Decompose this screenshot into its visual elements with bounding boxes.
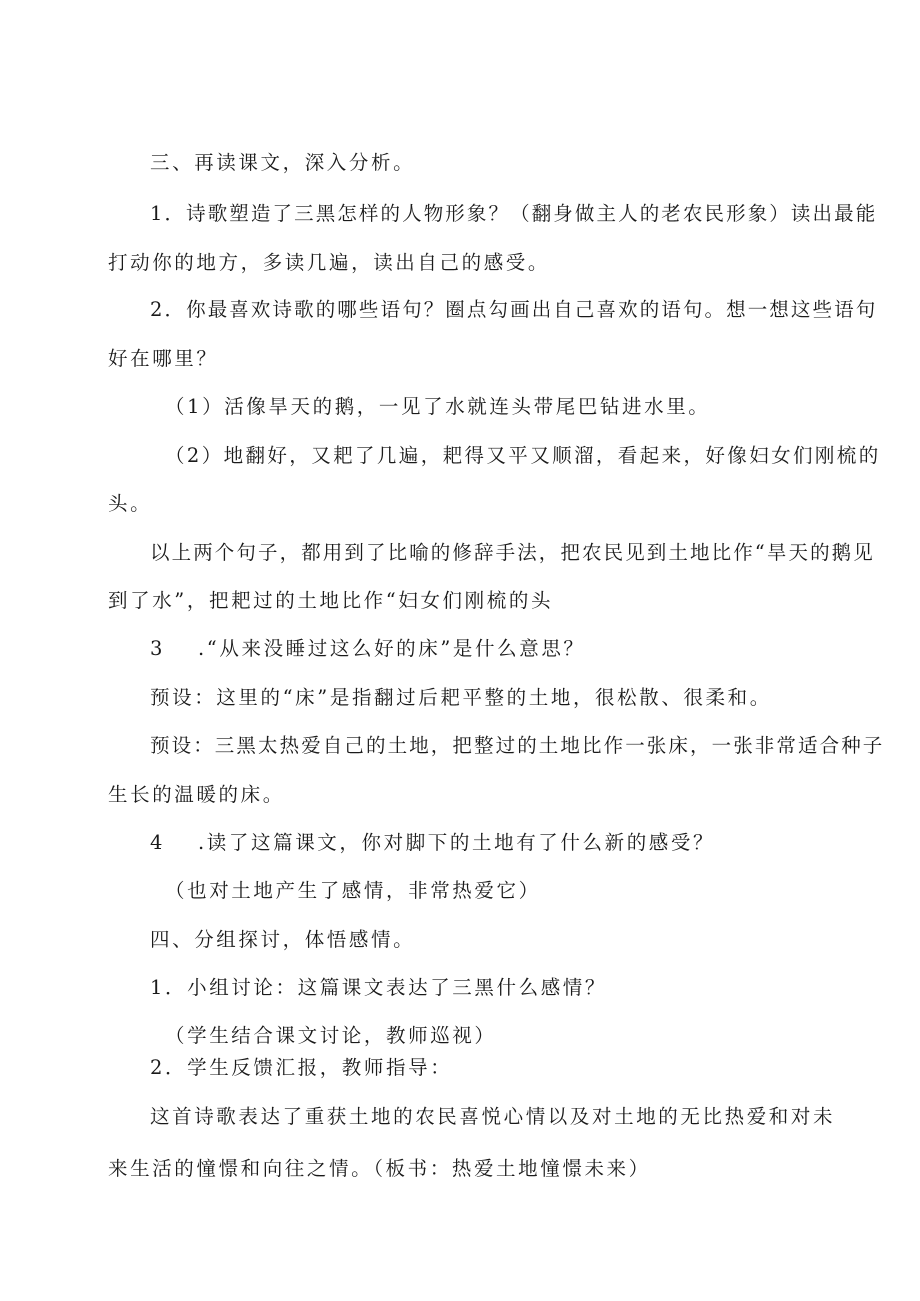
question-2-line-2: 好在哪里？ — [108, 347, 219, 370]
answer-4: （也对土地产生了感情，非常热爱它） — [165, 879, 541, 902]
group-task-1: 1．小组讨论：这篇课文表达了三黑什么感情？ — [150, 976, 608, 999]
section-4-heading: 四、分组探讨，体悟感情。 — [150, 928, 416, 951]
question-4-number: 4 — [150, 831, 166, 854]
analysis-line-2: 到了水”，把耙过的土地比作“妇女们刚梳的头 — [108, 589, 554, 612]
summary-line-2: 来生活的憧憬和向往之情。（板书：热爱土地憧憬未来） — [108, 1157, 651, 1180]
group-task-1-note: （学生结合课文讨论，教师巡视） — [165, 1024, 497, 1047]
preset-answer-1: 预设：这里的“床”是指翻过后耙平整的土地，很松散、很柔和。 — [150, 686, 772, 709]
example-sentence-1: （1）活像旱天的鹅，一见了水就连头带尾巴钻进水里。 — [165, 395, 711, 418]
question-2-line-1: 2．你最喜欢诗歌的哪些语句？圈点勾画出自己喜欢的语句。想一想这些语句 — [150, 298, 878, 321]
question-3-text: .“从来没睡过这么好的床”是什么意思？ — [198, 637, 586, 660]
group-task-2: 2．学生反馈汇报，教师指导： — [150, 1056, 453, 1079]
question-4-text: .读了这篇课文，你对脚下的土地有了什么新的感受？ — [198, 831, 716, 854]
example-sentence-2-line-1: （2）地翻好，又耙了几遍，耙得又平又顺溜，看起来，好像妇女们刚梳的 — [165, 444, 881, 467]
example-sentence-2-line-2: 头。 — [108, 492, 153, 515]
question-1-line-1: 1．诗歌塑造了三黑怎样的人物形象？（翻身做主人的老农民形象）读出最能 — [150, 202, 878, 225]
section-3-heading: 三、再读课文，深入分析。 — [150, 151, 416, 174]
summary-line-1: 这首诗歌表达了重获土地的农民喜悦心情以及对土地的无比热爱和对未 — [150, 1105, 836, 1128]
preset-answer-2-line-1: 预设：三黑太热爱自己的土地，把整过的土地比作一张床，一张非常适合种子 — [150, 734, 885, 757]
question-3-number: 3 — [150, 637, 166, 660]
analysis-line-1: 以上两个句子，都用到了比喻的修辞手法，把农民见到土地比作“旱天的鹅见 — [150, 541, 875, 564]
preset-answer-2-line-2: 生长的温暖的床。 — [108, 783, 285, 806]
question-1-line-2: 打动你的地方，多读几遍，读出自己的感受。 — [108, 251, 551, 274]
